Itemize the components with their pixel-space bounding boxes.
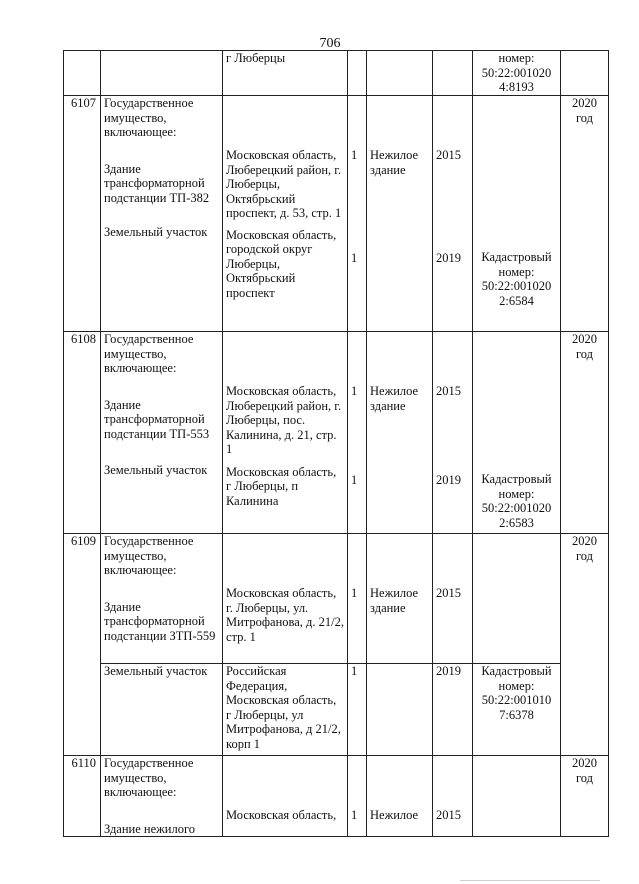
note-cell: [473, 332, 561, 534]
type-cell: [367, 96, 433, 332]
address-cell: [223, 534, 348, 664]
note-cell: номер: 50:22:001020 4:8193: [473, 51, 561, 96]
item-qty: 1: [351, 472, 358, 487]
item-qty: 1: [351, 148, 358, 162]
address-cell: г Люберцы: [223, 51, 348, 96]
record-id: 6108: [64, 332, 101, 534]
item-address: Московская область, Люберецкий район, г. Люберцы, пос. Калинина, д. 21, стр. 1: [226, 384, 342, 456]
record-title: Государственное имущество, включающее:: [104, 332, 194, 375]
scan-edge-line: [460, 880, 600, 881]
item-year: 2015: [436, 586, 461, 600]
year-cell: [433, 96, 473, 332]
type-cell: [367, 756, 433, 837]
address-cell: [223, 332, 348, 534]
year-cell: [433, 332, 473, 534]
item-note: Кадастровый номер: 50:22:001010 7:6378: [473, 664, 561, 756]
table-row: [64, 756, 609, 837]
item-name: Здание трансформаторной подстанции ТП-553: [104, 397, 210, 441]
property-table: [63, 50, 609, 837]
table-row: [64, 96, 609, 332]
item-type: Нежилое здание: [370, 384, 419, 413]
item-note: Кадастровый номер: 50:22:001020 2:6584: [481, 250, 552, 308]
item-qty: 1: [348, 664, 367, 756]
item-address: Российская Федерация, Московская область, г Люберцы, ул Митрофанова, д 21/2, корп 1: [223, 664, 348, 756]
table-row: [64, 664, 609, 756]
year-added-cell: 2020 год: [561, 756, 609, 837]
record-id: 6109: [64, 534, 101, 756]
qty-cell: [348, 332, 367, 534]
record-id: 6107: [64, 96, 101, 332]
item-name: Земельный участок: [104, 463, 208, 477]
name-cell: [101, 332, 223, 534]
item-address: Московская область, г. Люберцы, ул. Митрофанова, д. 21/2, стр. 1: [226, 586, 344, 644]
item-qty: 1: [351, 250, 358, 265]
note-cell: [473, 96, 561, 332]
name-cell: [101, 534, 223, 664]
year-cell: [433, 534, 473, 664]
item-type: Нежилое здание: [370, 586, 419, 615]
item-address: Московская область, г Люберцы, п Калинина: [226, 464, 337, 508]
item-qty: 1: [351, 586, 358, 600]
item-address: Московская область,: [226, 808, 337, 822]
address-cell: [223, 96, 348, 332]
qty-cell: [348, 756, 367, 837]
item-qty: 1: [351, 384, 358, 398]
item-name: Земельный участок: [104, 225, 208, 239]
year-added-cell: 2020 год: [561, 96, 609, 332]
item-name: Здание нежилого: [104, 821, 196, 836]
name-cell: [101, 96, 223, 332]
item-address: Московская область, Люберецкий район, г. Люберцы, Октябрьский проспект, д. 53, стр. 1: [226, 148, 342, 220]
table-row: [64, 332, 609, 534]
item-type: Нежилое: [370, 808, 419, 822]
item-year: 2015: [436, 384, 461, 398]
item-year: 2015: [436, 808, 461, 822]
year-added-cell: 2020 год: [561, 332, 609, 534]
item-year: 2019: [433, 664, 473, 756]
name-cell: [101, 756, 223, 837]
record-title: Государственное имущество, включающее:: [104, 96, 194, 139]
address-cell: [223, 756, 348, 837]
item-type: Нежилое здание: [370, 148, 419, 177]
page-number: 706: [319, 36, 341, 51]
item-qty: 1: [351, 808, 358, 822]
item-type: [367, 664, 433, 756]
item-address: Московская область, городской округ Люберцы, Октябрьский проспект: [226, 227, 337, 300]
table-row: [64, 534, 609, 664]
type-cell: [367, 332, 433, 534]
item-year: 2015: [436, 148, 461, 162]
item-year: 2019: [436, 472, 461, 487]
qty-cell: [348, 96, 367, 332]
record-title: Государственное имущество, включающее:: [104, 534, 194, 577]
year-added-cell: 2020 год: [561, 534, 609, 756]
record-title: Государственное имущество, включающее:: [104, 756, 194, 799]
year-cell: [433, 756, 473, 837]
table-row-continuation: [64, 51, 609, 96]
item-year: 2019: [436, 250, 461, 265]
item-name: Здание трансформаторной подстанции ЗТП-559: [104, 599, 216, 643]
type-cell: [367, 534, 433, 664]
item-name: Здание трансформаторной подстанции ТП-382: [104, 161, 210, 205]
record-id: 6110: [64, 756, 101, 837]
item-note: Кадастровый номер: 50:22:001020 2:6583: [481, 472, 552, 530]
item-name: Земельный участок: [101, 664, 223, 756]
qty-cell: [348, 534, 367, 664]
